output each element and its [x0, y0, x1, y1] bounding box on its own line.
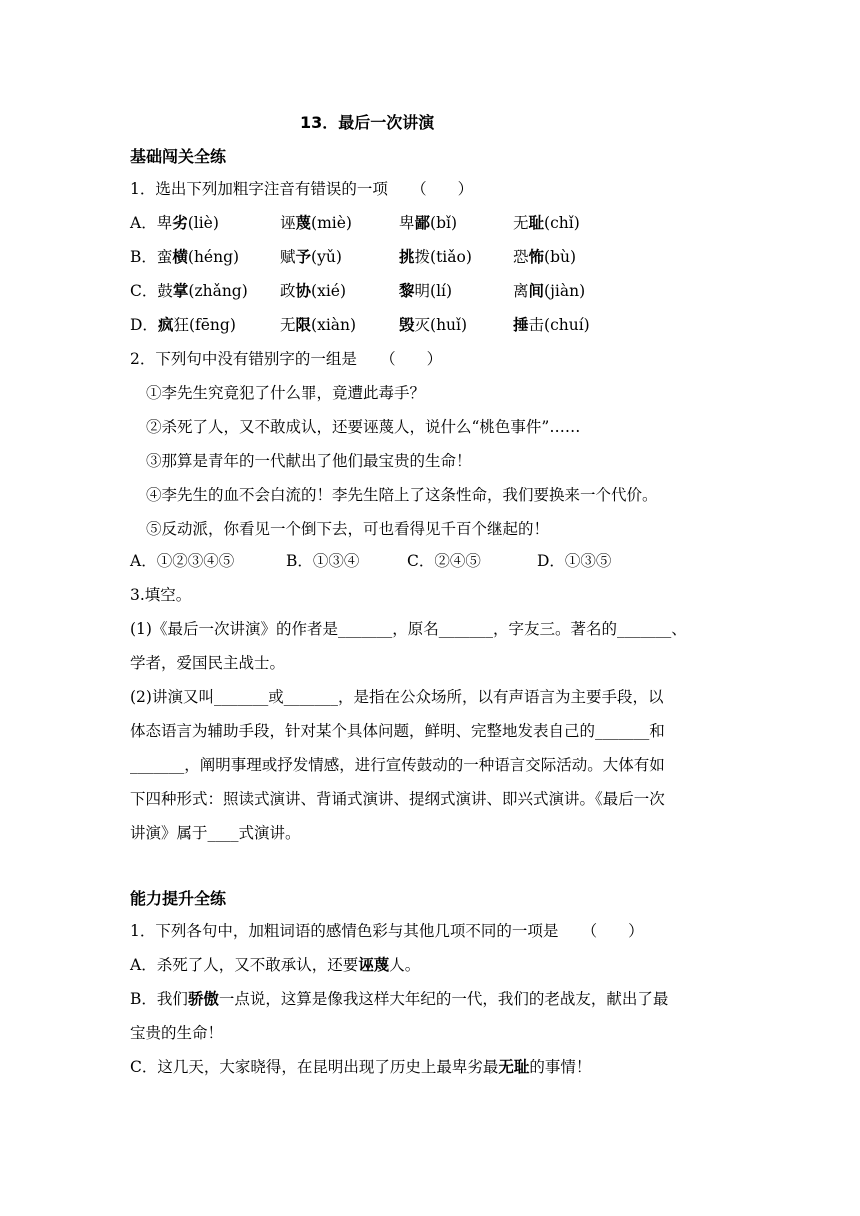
option-row-c [0, 280, 860, 302]
fill-line-7: 讲演》属于____式演讲。 [130, 824, 301, 842]
sentence-1: ①李先生究竟犯了什么罪，竟遭此毒手？ [146, 384, 426, 402]
option-c-item-2: 政协(xié) [280, 281, 346, 300]
q2-option-c: C．②④⑤ [407, 552, 481, 570]
question-3-stem: 3.填空。 [130, 586, 192, 604]
advanced-question-1-stem: 1．下列各句中，加粗词语的感情色彩与其他几项不同的一项是 （ ） [130, 922, 644, 940]
question-2-options [0, 550, 860, 572]
option-a-item-2: 诬蔑(miè) [280, 213, 352, 232]
question-2-stem: 2．下列句中没有错别字的一组是 （ ） [130, 350, 443, 368]
fill-line-1: (1)《最后一次讲演》的作者是_______，原名_______，字友三。著名的_______、 [130, 620, 687, 638]
advanced-option-b: B．我们骄傲一点说，这算是像我这样大年纪的一代，我们的老战友，献出了最 [130, 989, 669, 1008]
option-row-b [0, 246, 860, 268]
option-d-item-1: D．疯狂(fēng) [130, 315, 236, 334]
sentence-3: ③那算是青年的一代献出了他们最宝贵的生命！ [146, 452, 472, 470]
option-d-item-2: 无限(xiàn) [280, 315, 357, 334]
option-row-a [0, 212, 860, 234]
option-row-d [0, 314, 860, 336]
advanced-option-b-continued: 宝贵的生命！ [130, 1024, 224, 1042]
option-c-item-3: 黎明(lí) [399, 281, 453, 300]
advanced-option-c: C．这几天，大家晓得，在昆明出现了历史上最卑劣最无耻的事情！ [130, 1057, 592, 1076]
option-b-item-4: 恐怖(bù) [513, 247, 577, 266]
sentence-2: ②杀死了人，又不敢成认，还要诬蔑人，说什么“桃色事件”…… [146, 418, 581, 436]
fill-line-5: _______，阐明事理或抒发情感，进行宣传鼓动的一种语言交际活动。大体有如 [130, 756, 665, 774]
option-b-item-2: 赋予(yǔ) [280, 247, 342, 266]
option-a-item-3: 卑鄙(bǐ) [399, 213, 458, 232]
option-d-item-4: 捶击(chuí) [513, 315, 590, 334]
section-heading-basic: 基础闯关全练 [130, 147, 227, 166]
q2-option-d: D．①③⑤ [537, 552, 612, 570]
option-c-item-4: 离间(jiàn) [513, 281, 586, 300]
option-a-item-4: 无耻(chǐ) [513, 213, 580, 232]
section-heading-advanced: 能力提升全练 [130, 889, 227, 908]
q2-option-a: A．①②③④⑤ [130, 552, 235, 570]
option-b-item-1: B．蛮横(héng) [130, 247, 240, 266]
fill-line-4: 体态语言为辅助手段，针对某个具体问题，鲜明、完整地发表自己的_______和 [130, 722, 665, 740]
option-c-item-1: C．鼓掌(zhǎng) [130, 281, 248, 300]
option-a-item-1: A．卑劣(liè) [130, 213, 219, 232]
fill-line-2: 学者，爱国民主战士。 [130, 654, 286, 672]
page-title: 13．最后一次讲演 [300, 113, 435, 132]
sentence-5: ⑤反动派，你看见一个倒下去，可也看得见千百个继起的！ [146, 520, 550, 538]
fill-line-6: 下四种形式：照读式演讲、背诵式演讲、提纲式演讲、即兴式演讲。《最后一次 [130, 790, 665, 808]
option-b-item-3: 挑拨(tiǎo) [399, 247, 472, 266]
q2-option-b: B．①③④ [286, 552, 360, 570]
question-1-stem: 1．选出下列加粗字注音有错误的一项 （ ） [130, 180, 474, 198]
fill-line-3: (2)讲演又叫_______或_______，是指在公众场所，以有声语言为主要手段，以 [130, 688, 664, 706]
option-d-item-3: 毁灭(huǐ) [399, 315, 468, 334]
advanced-option-a: A．杀死了人，又不敢承认，还要诬蔑人。 [130, 955, 421, 974]
sentence-4: ④李先生的血不会白流的！李先生陪上了这条性命，我们要换来一个代价。 [146, 486, 658, 504]
